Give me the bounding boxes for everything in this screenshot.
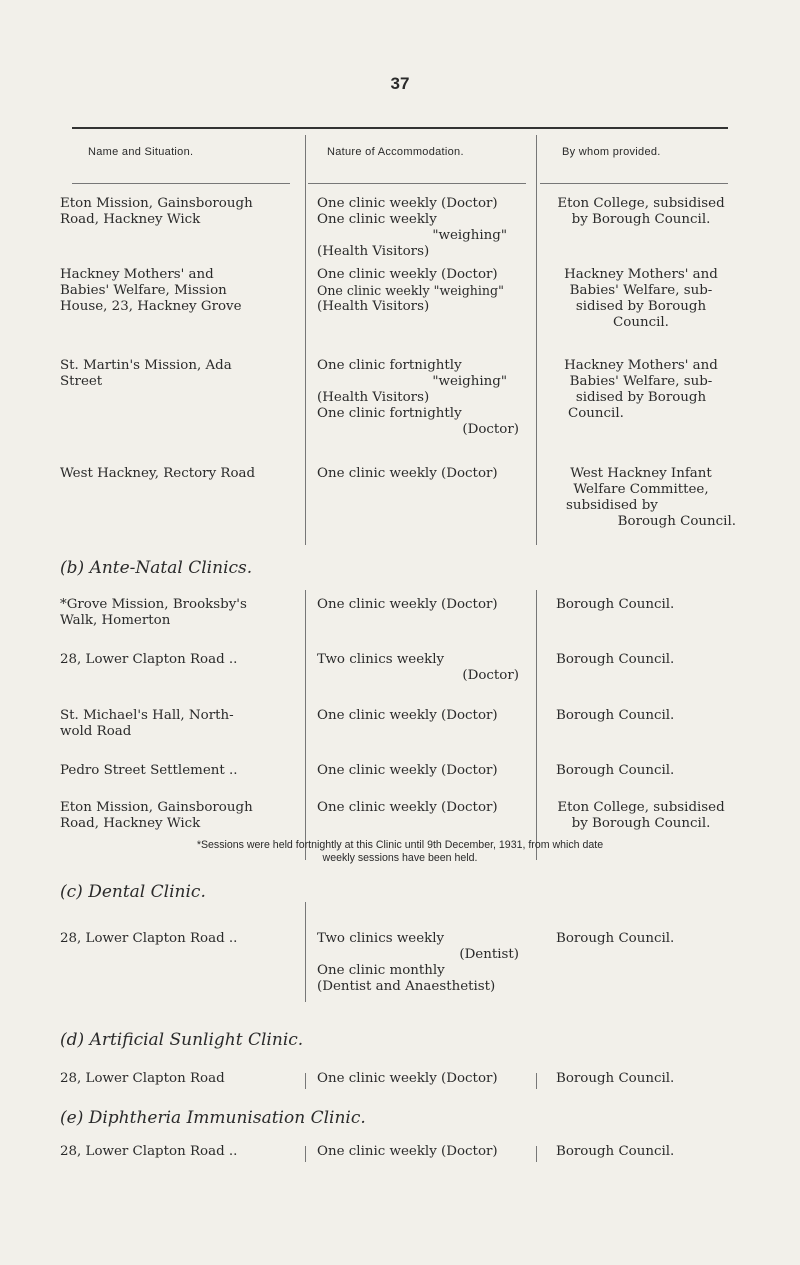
column-header-nature: Nature of Accommodation. [327,146,464,158]
table-row-provider: West Hackney Infant Welfare Committee, subsidised by Borough Council. [566,466,736,529]
table-row-nature: One clinic weekly (Doctor) [317,597,498,612]
table-row-provider: Borough Council. [556,1144,675,1159]
header-underline-name [72,183,290,184]
table-row-name: Pedro Street Settlement .. [60,763,238,778]
table-row-provider: Eton College, subsidised by Borough Council. [557,800,725,831]
table-row-provider: Hackney Mothers' and Babies' Welfare, sub- sidised by Borough Council. [564,358,718,421]
column-divider [536,1146,537,1162]
column-divider [536,590,537,860]
section-heading-d: (d) Artificial Sunlight Clinic. [60,1030,304,1050]
column-divider [305,1073,306,1089]
table-top-rule [72,127,728,129]
table-row-provider: Hackney Mothers' and Babies' Welfare, sub- sidised by Borough Council. [564,267,718,330]
table-row-name: 28, Lower Clapton Road .. [60,931,238,946]
table-row-nature: One clinic weekly (Doctor) [317,1071,498,1086]
header-underline-nature [308,183,526,184]
table-row-name: St. Martin's Mission, Ada Street [60,358,232,389]
section-heading-c: (c) Dental Clinic. [60,882,206,902]
column-divider [305,1146,306,1162]
table-row-name: West Hackney, Rectory Road [60,466,256,481]
column-divider [305,135,306,545]
table-row-nature: One clinic weekly (Doctor) [317,763,498,778]
table-row-nature: One clinic fortnightly "weighing" (Health Visitors) One clinic fortnightly (Doctor) [317,358,519,437]
table-row-provider: Borough Council. [556,652,675,667]
column-header-name: Name and Situation. [88,146,194,158]
section-heading-e: (e) Diphtheria Immunisation Clinic. [60,1108,366,1128]
table-row-nature: One clinic weekly (Doctor) One clinic weekly "weighing" (Health Visitors) [317,267,504,314]
table-row-name: Eton Mission, Gainsborough Road, Hackney Wick [60,800,253,831]
table-row-name: 28, Lower Clapton Road [60,1071,225,1086]
table-row-provider: Borough Council. [556,931,675,946]
table-row-name: St. Michael's Hall, North- wold Road [60,708,234,739]
table-row-nature: Two clinics weekly (Dentist) One clinic monthly (Dentist and Anaesthetist) [317,931,519,994]
table-row-nature: One clinic weekly (Doctor) [317,466,498,481]
table-row-provider: Borough Council. [556,763,675,778]
table-row-nature: One clinic weekly (Doctor) [317,800,498,815]
table-row-provider: Eton College, subsidised by Borough Council. [557,196,725,227]
page-number: 37 [390,74,410,93]
table-row-nature: One clinic weekly (Doctor) [317,1144,498,1159]
column-divider [536,135,537,545]
table-row-provider: Borough Council. [556,1071,675,1086]
table-row-name: Hackney Mothers' and Babies' Welfare, Mission House, 23, Hackney Grove [60,267,242,314]
column-header-provider: By whom provided. [562,146,661,158]
header-underline-provider [540,183,728,184]
table-row-nature: One clinic weekly (Doctor) [317,708,498,723]
column-divider [305,590,306,860]
table-row-nature: Two clinics weekly (Doctor) [317,652,519,683]
table-row-provider: Borough Council. [556,597,675,612]
column-divider [305,902,306,1002]
table-row-name: Eton Mission, Gainsborough Road, Hackney Wick [60,196,253,227]
table-row-name: 28, Lower Clapton Road .. [60,1144,238,1159]
footnote: *Sessions were held fortnightly at this Clinic until 9th December, 1931, from which date weekly sessions have been held. [196,839,604,864]
table-row-nature: One clinic weekly (Doctor) One clinic weekly "weighing" (Health Visitors) [317,196,507,259]
table-row-name: *Grove Mission, Brooksby's Walk, Homerton [60,597,247,628]
table-row-provider: Borough Council. [556,708,675,723]
column-divider [536,1073,537,1089]
section-heading-b: (b) Ante-Natal Clinics. [60,558,253,578]
table-row-name: 28, Lower Clapton Road .. [60,652,238,667]
